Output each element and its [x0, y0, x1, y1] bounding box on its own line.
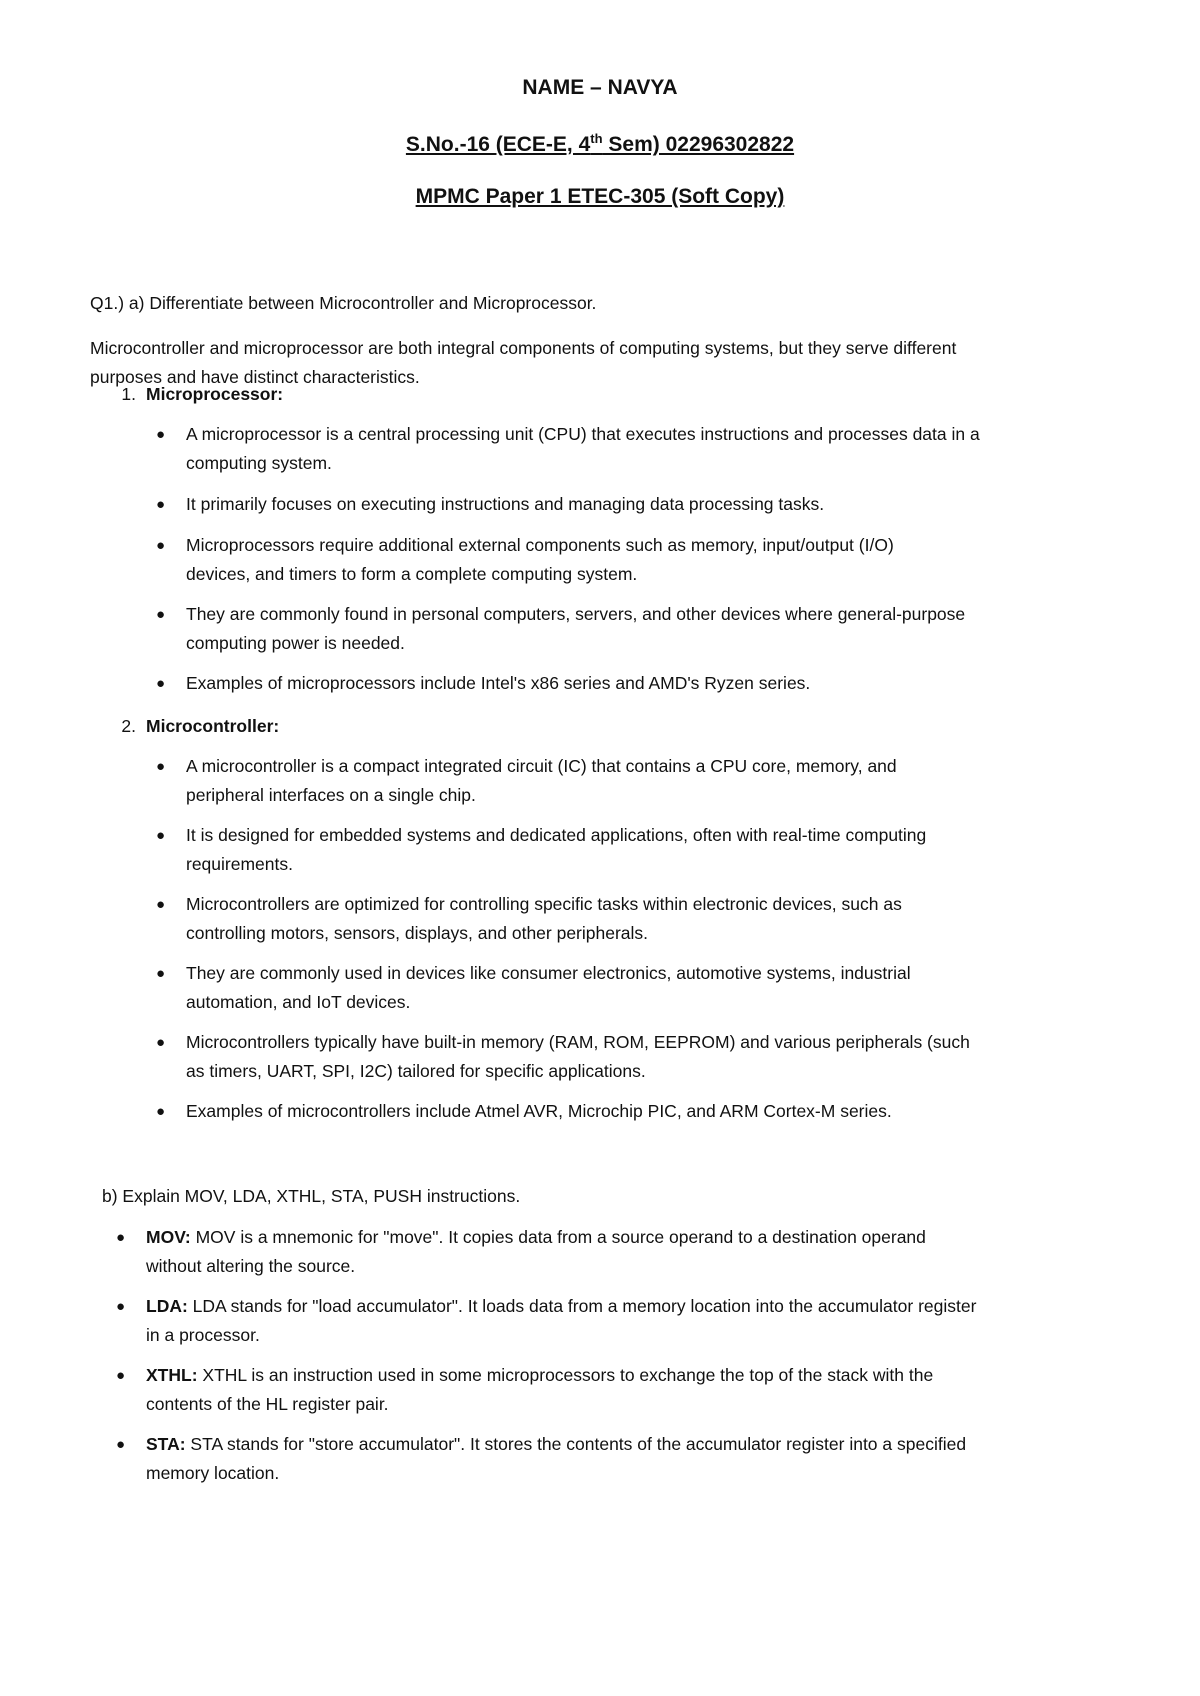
- list-item-line: Examples of microcontrollers include Atmel AVR, Microchip PIC, and ARM Cortex-M series.: [186, 1101, 892, 1121]
- list-item-line: as timers, UART, SPI, I2C) tailored for specific applications.: [186, 1061, 646, 1081]
- section-heading-microprocessor: [104, 380, 283, 409]
- section-number: 1.: [121, 384, 136, 404]
- question-1a: Q1.) a) Differentiate between Microcontroller and Microprocessor.: [90, 293, 597, 313]
- list-item-line: Examples of microprocessors include Intel's x86 series and AMD's Ryzen series.: [186, 673, 811, 693]
- instruction-term: XTHL:: [146, 1365, 198, 1385]
- intro-line: purposes and have distinct characteristics.: [90, 367, 420, 387]
- bullet-icon: ●: [156, 426, 166, 443]
- bullet-icon: ●: [156, 537, 166, 554]
- instruction-term: LDA:: [146, 1296, 188, 1316]
- list-item-line: requirements.: [186, 854, 293, 874]
- section-title: Microcontroller:: [146, 716, 280, 736]
- bullet-icon: ●: [156, 896, 166, 913]
- list-item-line: computing system.: [186, 453, 332, 473]
- bullet-icon: ●: [156, 1103, 166, 1120]
- list-item-line: Microprocessors require additional external components such as memory, input/output (I/O): [186, 535, 894, 555]
- list-item-line: A microprocessor is a central processing unit (CPU) that executes instructions and processes data in a: [186, 424, 980, 444]
- bullet-icon: ●: [116, 1367, 126, 1384]
- list-item: [156, 1028, 1131, 1086]
- instruction-line: in a processor.: [146, 1325, 260, 1345]
- bullet-icon: ●: [156, 1034, 166, 1051]
- question-1b: b) Explain MOV, LDA, XTHL, STA, PUSH instructions.: [102, 1186, 521, 1206]
- list-item: [156, 490, 1131, 519]
- bullet-icon: ●: [116, 1298, 126, 1315]
- bullet-icon: ●: [156, 965, 166, 982]
- list-item: [156, 531, 1131, 589]
- instruction-line: [146, 1223, 1166, 1252]
- instruction-text: STA stands for "store accumulator". It stores the contents of the accumulator register into a specified: [185, 1434, 967, 1454]
- list-item-line: controlling motors, sensors, displays, and other peripherals.: [186, 923, 649, 943]
- list-item: [156, 420, 1131, 478]
- instruction-line: [146, 1292, 1166, 1321]
- instruction-line: contents of the HL register pair.: [146, 1394, 389, 1414]
- instruction-item-mov: [116, 1223, 1166, 1281]
- list-item: [156, 752, 1131, 810]
- list-item-line: They are commonly used in devices like consumer electronics, automotive systems, industrial: [186, 963, 911, 983]
- section-title: Microprocessor:: [146, 384, 284, 404]
- bullet-icon: ●: [156, 496, 166, 513]
- sno-prefix: S.No.-16 (ECE-E, 4: [405, 133, 591, 156]
- student-name: NAME – NAVYA: [522, 76, 678, 99]
- bullet-icon: ●: [156, 675, 166, 692]
- bullet-icon: ●: [116, 1229, 126, 1246]
- list-item-line: It is designed for embedded systems and dedicated applications, often with real-time computing: [186, 825, 927, 845]
- list-item-line: computing power is needed.: [186, 633, 405, 653]
- instruction-term: MOV:: [146, 1227, 191, 1247]
- intro-line: Microcontroller and microprocessor are both integral components of computing systems, but they serve different: [90, 338, 957, 358]
- list-item-line: automation, and IoT devices.: [186, 992, 411, 1012]
- list-item-line: devices, and timers to form a complete computing system.: [186, 564, 638, 584]
- instruction-text: XTHL is an instruction used in some microprocessors to exchange the top of the stack with the: [197, 1365, 934, 1385]
- list-item-line: peripheral interfaces on a single chip.: [186, 785, 476, 805]
- bullet-icon: ●: [156, 606, 166, 623]
- list-item: [156, 669, 1131, 698]
- bullet-icon: ●: [156, 827, 166, 844]
- instruction-line: [146, 1430, 1166, 1459]
- list-item-line: Microcontrollers are optimized for controlling specific tasks within electronic devices, such as: [186, 894, 902, 914]
- list-item: [156, 890, 1131, 948]
- bullet-icon: ●: [156, 758, 166, 775]
- sno-suffix: Sem) 02296302822: [602, 133, 795, 156]
- instruction-item-xthl: [116, 1361, 1166, 1419]
- student-serial-line: [0, 131, 1200, 157]
- list-item: [156, 959, 1131, 1017]
- list-item-line: Microcontrollers typically have built-in memory (RAM, ROM, EEPROM) and various peripherals (such: [186, 1032, 970, 1052]
- instruction-line: [146, 1361, 1166, 1390]
- list-item-line: It primarily focuses on executing instructions and managing data processing tasks.: [186, 494, 825, 514]
- list-item-line: They are commonly found in personal computers, servers, and other devices where general-purpose: [186, 604, 966, 624]
- list-item: [156, 600, 1131, 658]
- paper-title: MPMC Paper 1 ETEC-305 (Soft Copy): [415, 185, 785, 208]
- instruction-line: without altering the source.: [146, 1256, 356, 1276]
- instruction-line: memory location.: [146, 1463, 280, 1483]
- list-item: [156, 821, 1131, 879]
- instruction-item-sta: [116, 1430, 1166, 1488]
- list-item-line: A microcontroller is a compact integrated circuit (IC) that contains a CPU core, memory, and: [186, 756, 897, 776]
- instruction-text: MOV is a mnemonic for "move". It copies data from a source operand to a destination operand: [190, 1227, 926, 1247]
- sno-superscript: th: [590, 131, 603, 146]
- instruction-term: STA:: [146, 1434, 186, 1454]
- instruction-item-lda: [116, 1292, 1166, 1350]
- section-number: 2.: [121, 716, 136, 736]
- list-item: [156, 1097, 1131, 1126]
- section-heading-microcontroller: [104, 712, 279, 741]
- bullet-icon: ●: [116, 1436, 126, 1453]
- instruction-text: LDA stands for "load accumulator". It loads data from a memory location into the accumulator register: [187, 1296, 977, 1316]
